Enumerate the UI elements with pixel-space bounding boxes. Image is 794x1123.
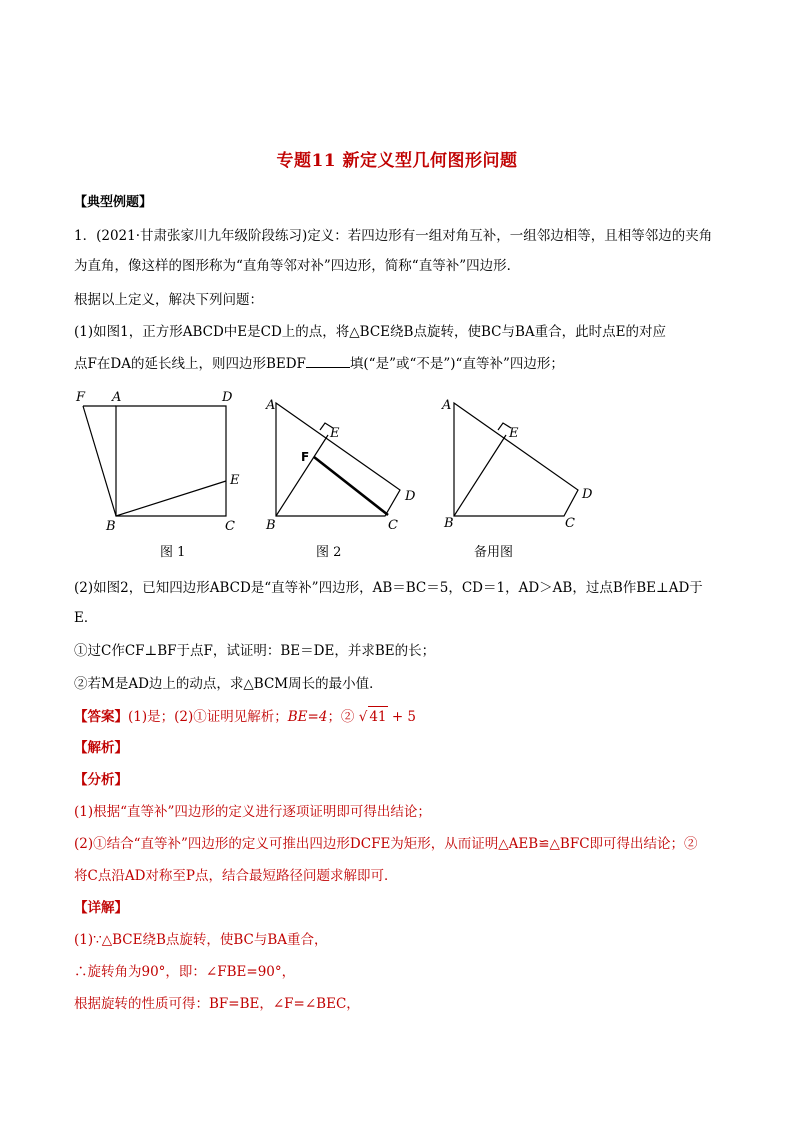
detail-line-3: 根据旋转的性质可得：BF=BE，∠F=∠BEC， (74, 996, 360, 1012)
figure-spare (454, 403, 578, 516)
fig3-caption: 备用图 (474, 545, 514, 560)
fig2-label-f: F (301, 450, 310, 464)
segment-be (276, 435, 328, 516)
segment-be-spare (454, 435, 506, 516)
segment-fb (83, 406, 116, 516)
detail-line-1: (1)∵△BCE绕B点旋转，使BC与BA重合， (74, 932, 328, 948)
fig2-label-a: A (266, 398, 276, 413)
detail-tag: 【详解】 (74, 900, 128, 916)
fig2-label-e: E (330, 426, 340, 441)
fenxi-line-3: 将C点沿AD对称至P点，结合最短路径问题求解即可． (74, 868, 398, 884)
fig3-label-e: E (509, 426, 519, 441)
question-line-7: E． (74, 610, 98, 626)
fig1-caption: 图 1 (160, 545, 186, 560)
fig2-label-d: D (405, 489, 416, 504)
fig3-label-c: C (565, 516, 575, 531)
fig1-label-b: B (106, 519, 116, 534)
fig1-label-a: A (112, 390, 122, 405)
fig2-caption: 图 2 (316, 545, 342, 560)
fenxi-line-2: (2)①结合“直等补”四边形的定义可推出四边形DCFE为矩形，从而证明△AEB≌△BFC即可得出结论；② (74, 836, 698, 852)
segment-cf (314, 457, 388, 515)
question-line-2: 为直角，像这样的图形称为“直角等邻对补”四边形，简称“直等补”四边形． (74, 258, 521, 274)
question-line-1: 1．(2021·甘肃张家川九年级阶段练习)定义：若四边形有一组对角互补，一组邻边相等，且相等邻边的夹角 (74, 228, 713, 244)
detail-line-2: ∴旋转角为90°，即：∠FBE=90°， (74, 964, 296, 980)
fig1-label-e: E (230, 473, 240, 488)
answer-blank (306, 354, 350, 368)
segment-be (116, 481, 226, 516)
answer-plus: + 5 (391, 709, 417, 725)
fig3-label-b: B (444, 516, 454, 531)
figures (70, 385, 630, 565)
question-line-5b: 填(“是”或“不是”)“直等补”四边形； (349, 356, 564, 372)
quad-abcd-spare (454, 403, 578, 516)
answer-be: BE=4 (287, 709, 328, 725)
question-line-5a: 点F在DA的延长线上，则四边形BEDF (74, 356, 306, 372)
answer-text-b: ；② (327, 709, 355, 725)
question-line-5 (74, 354, 564, 374)
fig2-label-c: C (388, 518, 398, 533)
fig3-label-d: D (582, 487, 593, 502)
sqrt-sign: √ (358, 709, 368, 725)
figure-1 (83, 406, 226, 516)
fig3-label-a: A (442, 398, 452, 413)
question-line-9: ②若M是AD边上的动点，求△BCM周长的最小值． (74, 676, 383, 692)
answer-tag: 【答案】 (74, 709, 128, 725)
answer-line (74, 706, 416, 727)
fig1-label-c: C (225, 519, 235, 534)
figure-2 (276, 403, 400, 516)
analysis-tag: 【解析】 (74, 740, 128, 756)
question-line-4: (1)如图1，正方形ABCD中E是CD上的点，将△BCE绕B点旋转，使BC与BA重合，此时点E的对应 (74, 324, 666, 340)
fenxi-line-1: (1)根据“直等补”四边形的定义进行逐项证明即可得出结论； (74, 804, 431, 820)
question-line-8: ①过C作CF⊥BF于点F，试证明：BE＝DE，并求BE的长； (74, 643, 436, 659)
page-title: 专题11 新定义型几何图形问题 (276, 151, 518, 171)
fenxi-tag: 【分析】 (74, 772, 128, 788)
fig1-label-d: D (222, 390, 233, 405)
square-abcd (116, 406, 226, 516)
quad-abcd (276, 403, 400, 516)
question-line-3: 根据以上定义，解决下列问题： (74, 292, 263, 308)
answer-radicand: 41 (368, 706, 387, 727)
answer-text-a: (1)是；(2)①证明见解析； (128, 709, 288, 725)
fig1-label-f: F (76, 390, 86, 405)
question-line-6: (2)如图2，已知四边形ABCD是“直等补”四边形，AB＝BC＝5，CD＝1，AD＞AB，过点B作BE⊥AD于 (74, 580, 703, 596)
section-heading: 【典型例题】 (74, 195, 153, 210)
fig2-label-b: B (266, 518, 276, 533)
